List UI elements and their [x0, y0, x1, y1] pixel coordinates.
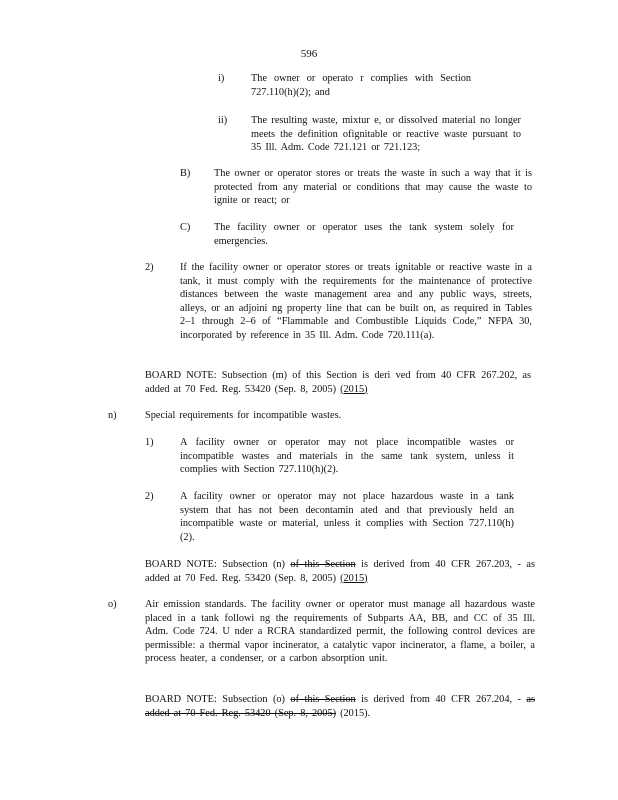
board-note-o — [145, 693, 535, 720]
item-marker: n) — [108, 410, 117, 421]
deleted-text: of this Section — [290, 694, 356, 705]
board-note-text: BOARD NOTE: Subsection (n) — [145, 559, 285, 570]
amendment-underlined: (2015) — [340, 572, 368, 584]
item-marker: 2) — [145, 491, 154, 502]
item-marker: o) — [108, 599, 117, 610]
item-text: The resulting waste, mixtur e, or dissolved material no longer meets the definition ofignitable or reactive waste pursuant to 35 Ill. Adm. Code 721.121 or 721.123; — [251, 115, 521, 153]
page-number: 596 — [300, 48, 318, 60]
item-marker: B) — [180, 168, 191, 179]
item-text: If the facility owner or operator stores or treats ignitable or reactive waste in a tank, it must comply with the requirements for the maintenance of protective distances between the waste management area and any public ways, streets, alleys, or an adjoini ng property line that can be built on, as required in Tables 2–1 through 2–6 of “Flammable and Combustible Liquids Code,” NFPA 30, incorporated by reference in 35 Ill. Adm. Code 720.111(a). — [180, 262, 532, 341]
item-marker: 1) — [145, 437, 154, 448]
item-marker: i) — [218, 73, 225, 84]
item-text: A facility owner or operator may not place incompatible wastes or incompatible wastes and materials in the same tank system, unless it complies with Section 727.110(h)(2). — [180, 437, 514, 475]
deleted-text: as added at 70 Fed. Reg. 53420 (Sep. 8, 2005) — [145, 694, 535, 719]
item-text: The owner or operato r complies with Section 727.110(h)(2); and — [251, 73, 471, 98]
item-text: The owner or operator stores or treats the waste in such a way that it is protected from any material or conditions that may cause the waste to ignite or react; or — [214, 168, 532, 206]
amendment-underlined: (2015) — [340, 383, 368, 395]
amendment-text: (2015). — [340, 707, 371, 719]
item-marker: ii) — [218, 115, 228, 126]
board-note-text: is derived from 40 CFR 267.204, - — [361, 694, 521, 705]
board-note-text: is derived from 40 CFR 267.203, - as added at 70 Fed. Reg. 53420 (Sep. 8, 2005) — [145, 559, 535, 584]
item-text: The facility owner or operator uses the tank system solely for emergencies. — [214, 222, 514, 247]
board-note-n — [145, 558, 535, 585]
item-text: Special requirements for incompatible wastes. — [145, 410, 342, 421]
item-marker: C) — [180, 222, 191, 233]
board-note-text: BOARD NOTE: Subsection (m) of this Section is deri ved from 40 CFR 267.202, as added at 70 Fed. Reg. 53420 (Sep. 8, 2005) — [145, 370, 531, 395]
board-note-text: BOARD NOTE: Subsection (o) — [145, 694, 285, 705]
item-text: Air emission standards. The facility owner or operator must manage all hazardous waste placed in a tank followi ng the requirements of Subparts AA, BB, and CC of 35 Ill. Adm. Code 724. U nder a RCRA standardized permit, the following control devices are permissible: a thermal vapor incinerator, a catalytic vapor incinerator, a flame, a boiler, a process heater, a condenser, or a carbon absorption unit. — [145, 599, 535, 664]
deleted-text: of this Section — [290, 559, 356, 570]
item-marker: 2) — [145, 262, 154, 273]
item-text: A facility owner or operator may not place hazardous waste in a tank system that has not been decontamin ated and that previously held an incompatible waste or material, unless it complies with Section 727.110(h)(2). — [180, 491, 514, 543]
board-note-m — [145, 369, 531, 396]
